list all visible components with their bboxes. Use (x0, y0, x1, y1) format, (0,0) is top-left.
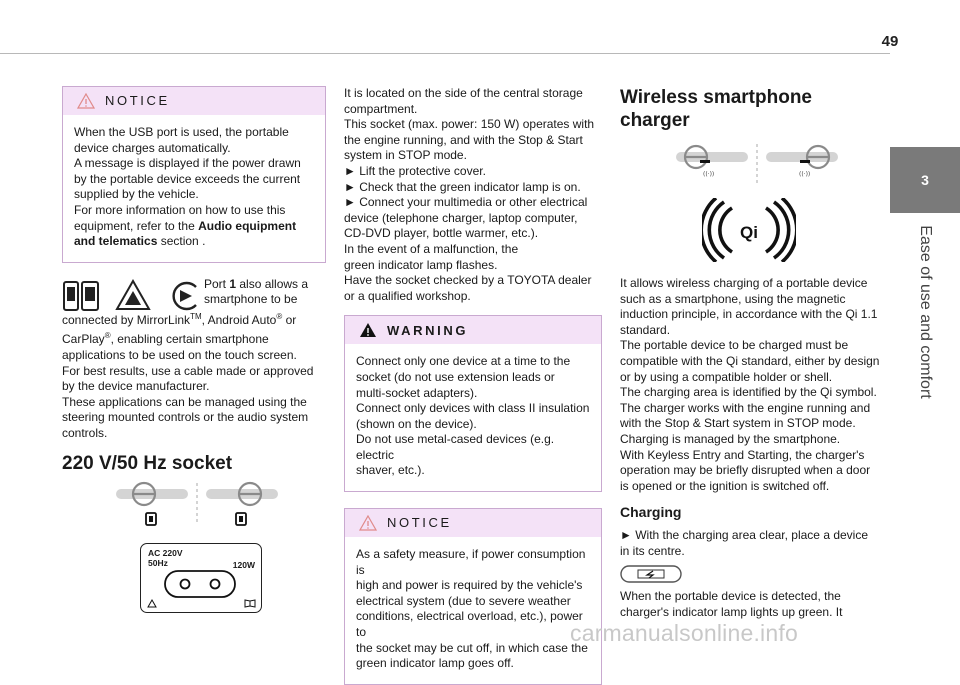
port-para-rest (62, 309, 326, 442)
ref-section-link: Audio equipment (198, 218, 297, 233)
socket-heading: 220 V/50 Hz socket (62, 452, 233, 474)
step-line: ► Check that the green indicator lamp is on. (344, 179, 581, 194)
wireless-description (620, 276, 882, 494)
body-line: When the portable device is detected, the (620, 589, 841, 604)
notice-reference (74, 219, 314, 235)
socket-voltage: AC 220V (148, 548, 183, 559)
column-2 (344, 86, 602, 685)
text: also allows a (236, 276, 309, 291)
chapter-title-vertical (890, 213, 960, 413)
body-line: green indicator lamp flashes. (344, 257, 498, 272)
socket-frequency: 50Hz (148, 558, 168, 569)
ref-section-link: and telematics (74, 234, 158, 249)
body-line: The charger works with the engine running and (620, 400, 871, 415)
notice-line: electrical system (due to severe weather (356, 593, 571, 608)
trademark: TM (190, 311, 202, 321)
body-line: The portable device to be charged must be (620, 338, 849, 353)
notice-body (345, 537, 601, 684)
body-line: This socket (max. power: 150 W) operates with (344, 117, 595, 132)
port-line: controls. (62, 425, 108, 440)
text: Port (204, 276, 230, 291)
notice-header (345, 509, 601, 537)
notice-line: When the USB port is used, the portable (74, 125, 289, 139)
socket-power: 120W (232, 560, 255, 571)
notice-line: the socket may be cut off, in which case the (356, 640, 588, 655)
euro-plug-socket-icon (163, 569, 237, 599)
text: , Android Auto (201, 312, 277, 327)
port-line (62, 328, 326, 348)
watermark: carmanualsonline.info (570, 620, 798, 646)
notice-box-usb (62, 86, 326, 263)
body-line: It allows wireless charging of a portable device (620, 276, 868, 290)
body-line: charger's indicator lamp lights up green. It (620, 604, 843, 619)
wireless-heading (620, 86, 882, 132)
text: or (282, 312, 297, 327)
notice-line: high and power is required by the vehicle's (356, 578, 583, 593)
manual-book-icon (244, 599, 256, 608)
port-line: For best results, use a cable made or approved (62, 363, 314, 378)
projection-icons (62, 279, 204, 313)
notice-box-socket (344, 508, 602, 685)
carplay-icon (166, 279, 204, 313)
body-line: standard. (620, 322, 671, 337)
charging-detection (620, 589, 882, 620)
body-line: or a qualified workshop. (344, 288, 471, 303)
notice-line: conditions, electrical overload, etc.), power to (356, 609, 583, 640)
qi-label: Qi (740, 223, 758, 242)
socket-illustration (140, 543, 262, 613)
notice-body (63, 115, 325, 262)
body-line: induction principle, in accordance with the Qi 1.1 (620, 307, 878, 322)
warning-line: Connect only devices with class II insulation (356, 401, 590, 416)
body-line: is opened or the ignition is switched off. (620, 478, 830, 493)
body-line: the engine running, and with the Stop & Start (344, 132, 583, 147)
notice-line: by the portable device exceeds the current (74, 171, 301, 186)
body-line: The charging area is identified by the Qi symbol. (620, 385, 877, 400)
body-line: device (telephone charger, laptop computer, (344, 210, 578, 225)
text: , enabling certain smartphone (110, 332, 269, 347)
warning-line: Connect only one device at a time to the (356, 354, 571, 369)
steering-charger-location-icon (672, 142, 842, 188)
notice-line: supplied by the vehicle. (74, 187, 199, 202)
heading-line: Wireless smartphone (620, 87, 813, 108)
body-line: CD-DVD player, bottle warmer, etc.). (344, 226, 539, 241)
android-auto-icon (114, 279, 152, 313)
warning-line: socket (do not use extension leads or (356, 369, 555, 384)
ref-text: equipment, refer to the (74, 218, 199, 233)
body-line: In the event of a malfunction, the (344, 241, 519, 256)
body-line: operation may be briefly disrupted when a door (620, 463, 871, 478)
chapter-title: Ease of use and comfort (917, 225, 934, 399)
body-line: such as a smartphone, using the magnetic (620, 291, 846, 306)
heading-line: charger (620, 110, 690, 131)
port-line: steering mounted controls or the audio system (62, 410, 309, 425)
body-line: system in STOP mode. (344, 148, 467, 163)
port-number: 1 (229, 276, 237, 291)
charging-pad-icon (620, 565, 682, 583)
body-line: compartment. (344, 101, 418, 116)
step-line: ► Connect your multimedia or other electrical (344, 195, 588, 210)
body-line: Have the socket checked by a TOYOTA dealer (344, 273, 592, 288)
charging-step (620, 528, 882, 559)
body-line: It is located on the side of the central storage (344, 86, 583, 100)
caution-icon (147, 599, 157, 608)
step-line: ► With the charging area clear, place a device (620, 527, 869, 542)
column-1 (62, 86, 326, 613)
port-para-inline (204, 277, 328, 308)
column-3 (620, 86, 882, 620)
step-line: in its centre. (620, 543, 685, 558)
port-line: smartphone to be (204, 292, 298, 307)
warning-body (345, 344, 601, 491)
port-line: applications to be used on the touch screen. (62, 347, 297, 362)
port-line: by the device manufacturer. (62, 379, 210, 394)
body-line: with the Stop & Start system in STOP mode. (620, 416, 856, 431)
header-rule (0, 53, 890, 54)
warning-triangle-icon (77, 93, 95, 109)
notice-reference-cont (74, 234, 314, 250)
warning-triangle-icon (359, 515, 377, 531)
warning-line: multi-socket adapters). (356, 385, 478, 400)
chapter-tab[interactable] (890, 147, 960, 213)
socket-rating (148, 548, 183, 568)
ref-text: section . (157, 234, 206, 249)
socket-instructions (344, 86, 602, 304)
warning-line: (shown on the device). (356, 416, 477, 431)
notice-title: NOTICE (105, 93, 170, 109)
svg-text:((·)): ((·)) (703, 171, 715, 178)
warning-header (345, 316, 601, 344)
body-line: compatible with the Qi standard, either by design (620, 353, 880, 368)
warning-line: shaver, etc.). (356, 463, 425, 478)
notice-line: device charges automatically. (74, 140, 231, 155)
mirrorlink-icon (62, 279, 100, 313)
warning-box (344, 315, 602, 492)
notice-line: For more information on how to use this (74, 202, 286, 217)
notice-line: As a safety measure, if power consumption is (356, 547, 586, 577)
steering-socket-location-icon (112, 481, 282, 527)
registered-mark: ® (276, 311, 283, 321)
registered-mark: ® (104, 331, 111, 341)
port-line: These applications can be managed using the (62, 394, 307, 409)
svg-text:((·)): ((·)) (799, 171, 811, 178)
body-line: or by using a compatible holder or shell. (620, 369, 833, 384)
page-number: 49 (881, 33, 899, 50)
warning-triangle-icon (359, 322, 377, 338)
body-line: Charging is managed by the smartphone. (620, 431, 841, 446)
qi-wireless-icon (702, 198, 796, 262)
notice-line: green indicator lamp goes off. (356, 656, 514, 671)
text: CarPlay (62, 332, 105, 347)
warning-title: WARNING (387, 322, 469, 338)
body-line: With Keyless Entry and Starting, the charger's (620, 447, 865, 462)
text: connected by MirrorLink (62, 312, 191, 327)
step-line: ► Lift the protective cover. (344, 163, 486, 178)
notice-header (63, 87, 325, 115)
warning-line: Do not use metal-cased devices (e.g. electric (356, 432, 555, 462)
notice-title: NOTICE (387, 515, 452, 531)
port-para-top (62, 277, 326, 323)
charging-subheading: Charging (620, 504, 682, 521)
port-line (204, 277, 328, 293)
chapter-number: 3 (921, 172, 929, 188)
notice-line: A message is displayed if the power drawn (74, 156, 301, 171)
